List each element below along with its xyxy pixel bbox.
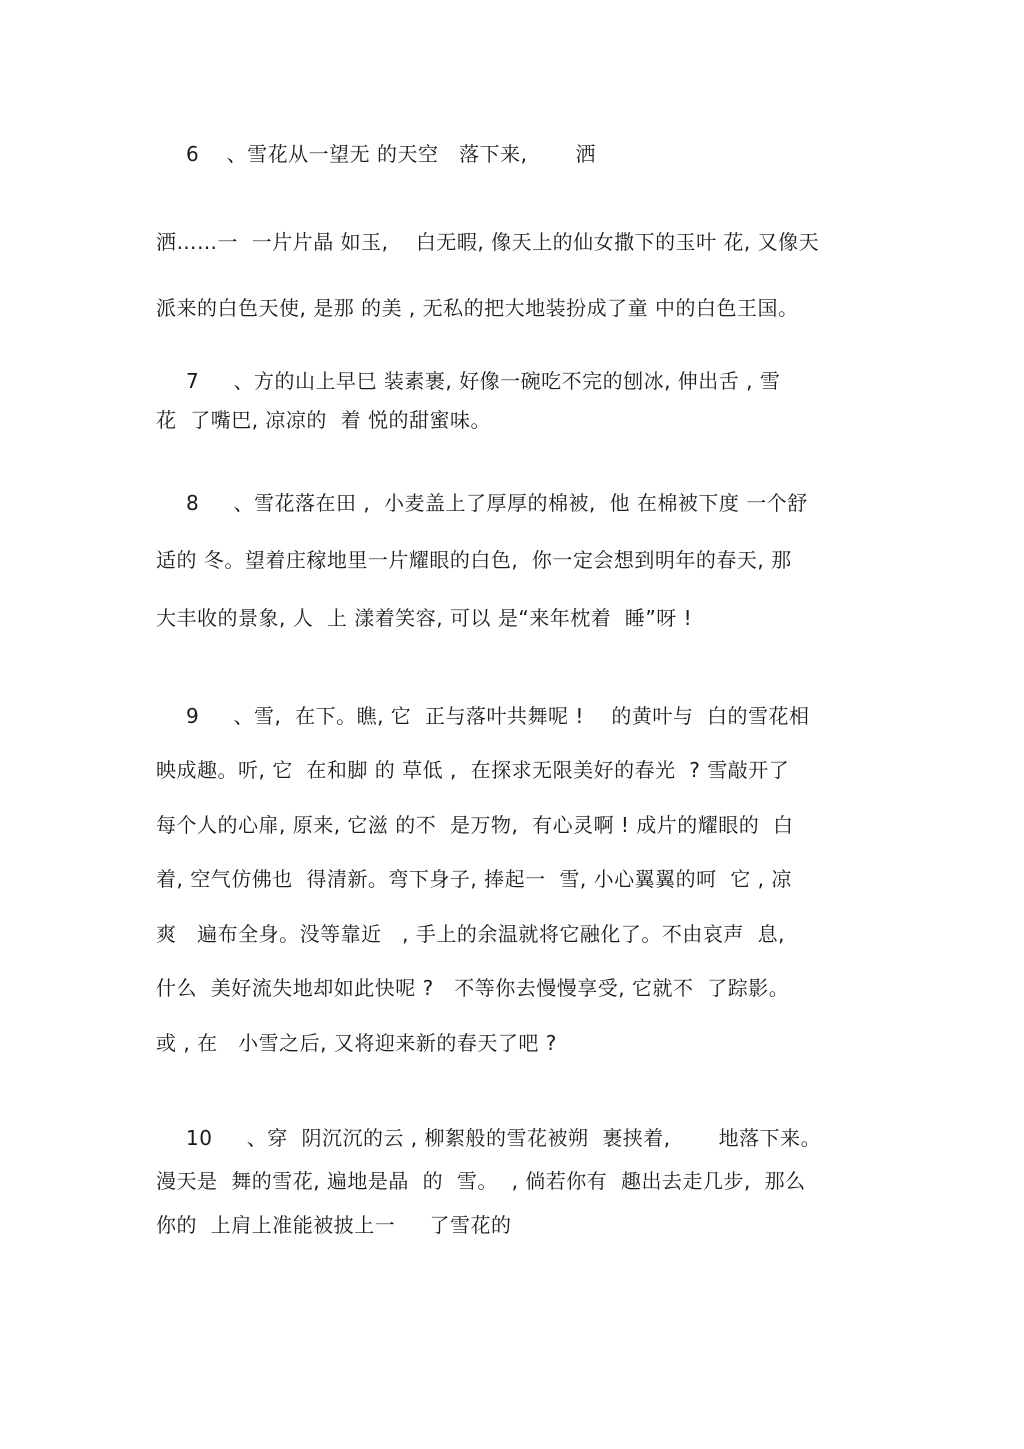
text-line: 爽 遍布全身。没等靠近 , 手上的余温就将它融化了。不由哀声 息, — [156, 922, 785, 946]
text-line: 派来的白色天使, 是那 的美 , 无私的把大地装扮成了童 中的白色王国。 — [156, 296, 799, 320]
text-line: 大丰收的景象, 人 上 漾着笑容, 可以 是“来年枕着 睡”呀 ! — [156, 606, 693, 630]
text-line: 或 , 在 小雪之后, 又将迎来新的春天了吧 ? — [156, 1031, 557, 1055]
text-line: 你的 上肩上准能被披上一 了雪花的 — [156, 1213, 512, 1237]
text-line: 7 、方的山上早巳 装素裹, 好像一碗吃不完的刨冰, 伸出舌 , 雪 — [186, 369, 781, 393]
text-line: 漫天是 舞的雪花, 遍地是晶 的 雪。 , 倘若你有 趣出去走几步, 那么 — [156, 1169, 806, 1193]
text-line: 映成趣。听, 它 在和脚 的 草低 , 在探求无限美好的春光 ? 雪敲开了 — [156, 758, 790, 782]
text-line: 什么 美好流失地却如此快呢 ? 不等你去慢慢享受, 它就不 了踪影。 — [156, 976, 790, 1000]
text-line: 着, 空气仿佛也 得清新。弯下身子, 捧起一 雪, 小心翼翼的呵 它 , 凉 — [156, 867, 792, 891]
text-line: 每个人的心扉, 原来, 它滋 的不 是万物, 有心灵啊 ! 成片的耀眼的 白 — [156, 813, 794, 837]
text-line: 适的 冬。望着庄稼地里一片耀眼的白色, 你一定会想到明年的春天, 那 — [156, 548, 792, 572]
text-line: 9 、雪, 在下。瞧, 它 正与落叶共舞呢 ! 的黄叶与 白的雪花相 — [186, 704, 810, 728]
text-line: 洒……一 一片片晶 如玉, 白无暇, 像天上的仙女撒下的玉叶 花, 又像天 — [156, 230, 820, 254]
text-line: 6 、雪花从一望无 的天空 落下来, 洒 — [186, 142, 596, 166]
text-line: 8 、雪花落在田 , 小麦盖上了厚厚的棉被, 他 在棉被下度 一个舒 — [186, 491, 808, 515]
text-line: 花 了嘴巴, 凉凉的 着 悦的甜蜜味。 — [156, 408, 492, 432]
text-line: 10 、穿 阴沉沉的云 , 柳絮般的雪花被朔 裹挟着, 地落下来。 — [186, 1126, 822, 1150]
